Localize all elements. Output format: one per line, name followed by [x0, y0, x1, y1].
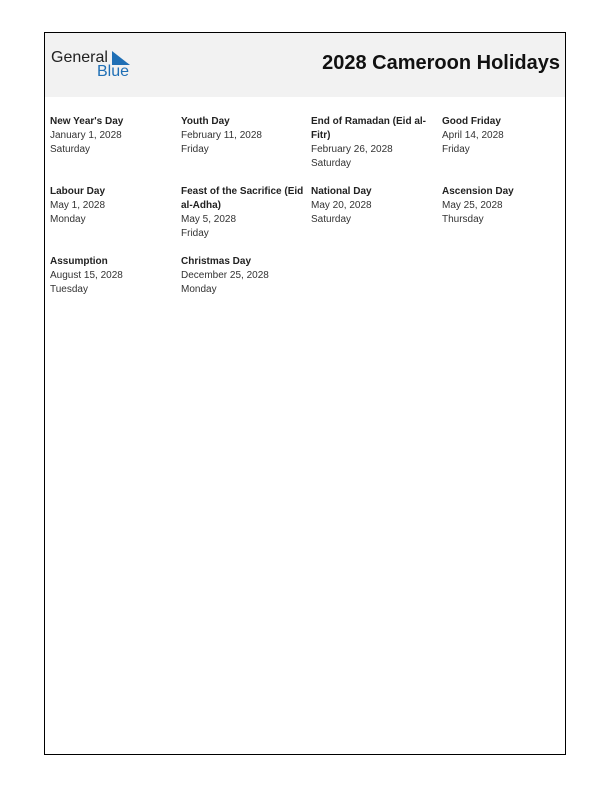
page-title: 2028 Cameroon Holidays [322, 52, 560, 74]
logo-text-blue: Blue [97, 63, 130, 80]
holiday-item [50, 255, 181, 297]
holiday-name: End of Ramadan (Eid al-Fitr) [311, 116, 427, 141]
holiday-item [181, 185, 311, 241]
holiday-weekday: Thursday [442, 214, 484, 225]
holiday-item [442, 185, 562, 241]
holiday-name: Ascension Day [442, 186, 514, 197]
holiday-weekday: Saturday [311, 214, 352, 225]
page-frame [44, 32, 566, 755]
holiday-item [50, 115, 181, 171]
holiday-name: New Year's Day [50, 116, 124, 127]
holiday-item [181, 255, 311, 297]
holiday-item [50, 185, 181, 241]
holiday-name: Good Friday [442, 116, 501, 127]
holiday-item [311, 115, 442, 171]
holiday-date: August 15, 2028 [50, 270, 123, 281]
holiday-item [181, 115, 311, 171]
holiday-weekday: Monday [50, 214, 86, 225]
holiday-date: May 20, 2028 [311, 200, 372, 211]
header [45, 33, 565, 97]
holiday-name: Christmas Day [181, 256, 252, 267]
holiday-date: January 1, 2028 [50, 130, 122, 141]
holiday-grid [50, 115, 562, 297]
holiday-date: May 1, 2028 [50, 200, 106, 211]
holiday-date: February 26, 2028 [311, 144, 393, 155]
holiday-date: February 11, 2028 [181, 130, 262, 141]
generalblue-logo [51, 49, 141, 83]
holiday-name: Labour Day [50, 186, 106, 197]
holiday-weekday: Saturday [50, 144, 91, 155]
holiday-date: December 25, 2028 [181, 270, 269, 281]
holiday-name: National Day [311, 186, 372, 197]
holiday-item [311, 185, 442, 241]
logo-text-general: General [51, 49, 108, 66]
holiday-name: Assumption [50, 256, 108, 267]
holiday-name: Youth Day [181, 116, 230, 127]
holiday-date: May 25, 2028 [442, 200, 503, 211]
holiday-name: Feast of the Sacrifice (Eid al-Adha) [181, 186, 304, 211]
holiday-weekday: Saturday [311, 158, 352, 169]
holiday-item [442, 115, 562, 171]
holiday-weekday: Friday [181, 228, 209, 239]
holiday-weekday: Monday [181, 284, 217, 295]
holiday-weekday: Tuesday [50, 284, 88, 295]
holiday-date: May 5, 2028 [181, 214, 237, 225]
holiday-date: April 14, 2028 [442, 130, 504, 141]
holiday-weekday: Friday [442, 144, 470, 155]
holiday-weekday: Friday [181, 144, 209, 155]
